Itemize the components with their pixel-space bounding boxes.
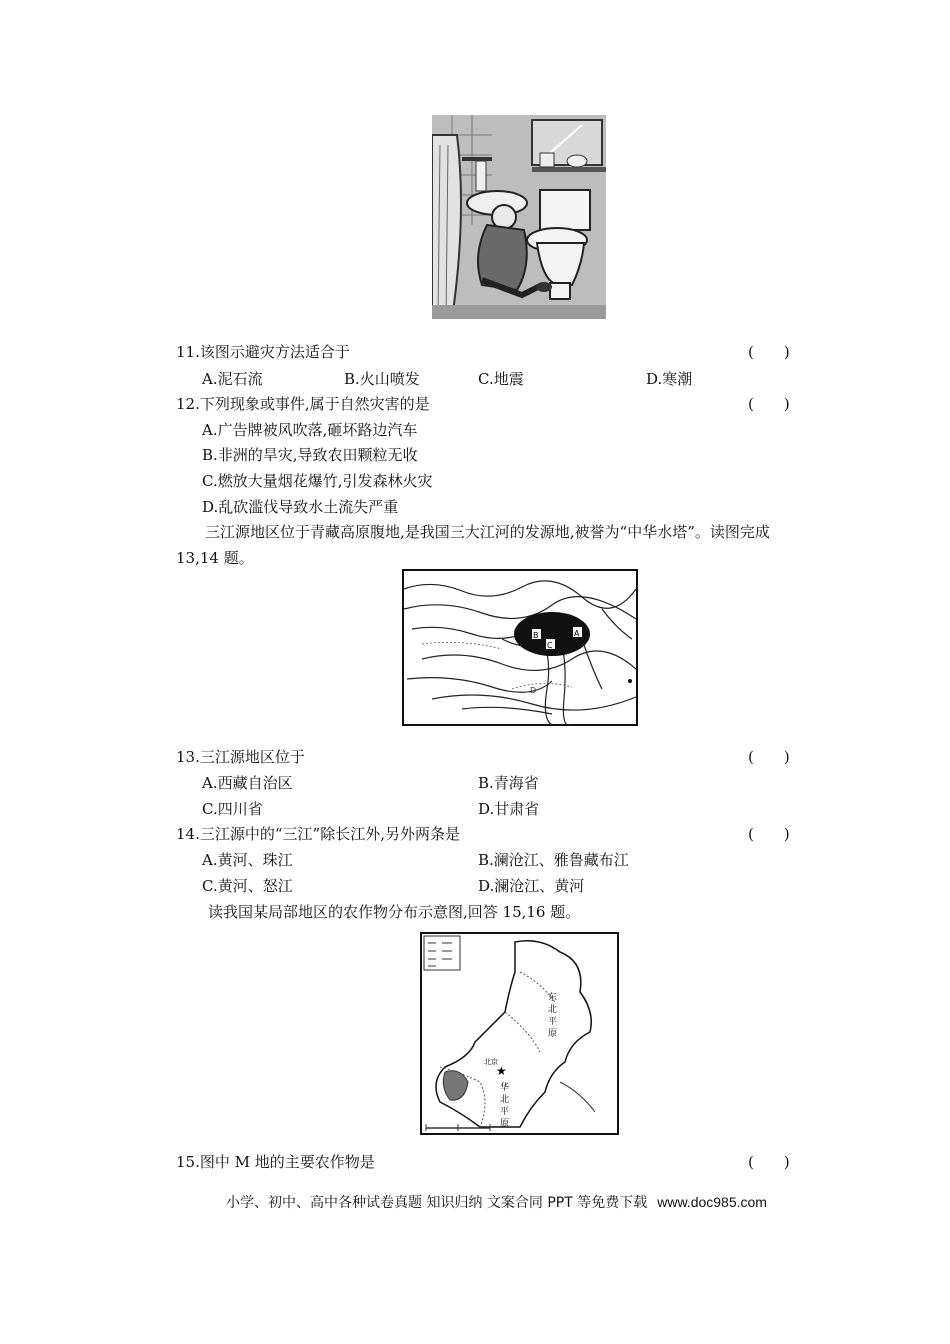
q14-option-b: B.澜沧江、雅鲁藏布江 xyxy=(478,851,629,869)
footer-url-link[interactable]: www.doc985.com xyxy=(657,1194,767,1210)
map1-label-a: A xyxy=(574,629,580,638)
q12-option-d: D.乱砍滥伐导致水土流失严重 xyxy=(202,498,399,516)
q11-answer-bracket: ( ) xyxy=(748,343,790,361)
q12-stem: 12.下列现象或事件,属于自然灾害的是 xyxy=(176,395,430,413)
map2-label-ping: 平 xyxy=(548,1017,558,1027)
q13-answer-bracket: ( ) xyxy=(748,748,790,766)
map1-label-b: B xyxy=(533,631,539,640)
q13-option-b: B.青海省 xyxy=(478,774,539,792)
intro-13-14-line1: 三江源地区位于青藏高原腹地,是我国三大江河的发源地,被誉为“中华水塔”。读图完成 xyxy=(205,523,770,541)
q11-option-d: D.寒潮 xyxy=(646,370,693,388)
q14-option-c: C.黄河、怒江 xyxy=(202,877,293,895)
footer-text: 小学、初中、高中各种试卷真题 知识归纳 文案合同 PPT 等免费下载 xyxy=(226,1195,648,1211)
q13-stem: 13.三江源地区位于 xyxy=(176,748,305,766)
map2-label-bei: 北 xyxy=(548,1005,558,1015)
q12-answer-bracket: ( ) xyxy=(748,395,790,413)
capital-star-icon: ★ xyxy=(496,1064,507,1078)
intro-13-14-line2: 13,14 题。 xyxy=(176,549,254,567)
q14-answer-bracket: ( ) xyxy=(748,825,790,843)
map2-label-ping2: 平 xyxy=(500,1107,510,1117)
crop-distribution-map xyxy=(420,932,619,1135)
map2-label-hua: 华 xyxy=(500,1083,510,1093)
q14-option-a: A.黄河、珠江 xyxy=(202,851,293,869)
sanjiangyuan-map xyxy=(402,569,638,726)
q11-option-b: B.火山喷发 xyxy=(344,370,420,388)
q14-option-d: D.澜沧江、黄河 xyxy=(478,877,585,895)
map2-label-bei2: 北 xyxy=(500,1095,510,1105)
q12-option-a: A.广告牌被风吹落,砸坏路边汽车 xyxy=(202,421,418,439)
q12-option-c: C.燃放大量烟花爆竹,引发森林火灾 xyxy=(202,472,433,490)
q13-option-a: A.西藏自治区 xyxy=(202,774,293,792)
q12-option-b: B.非洲的旱灾,导致农田颗粒无收 xyxy=(202,446,418,464)
q14-stem: 14.三江源中的“三江”除长江外,另外两条是 xyxy=(176,825,460,843)
map1-label-d: D xyxy=(530,686,537,695)
map2-label-dong: 东 xyxy=(548,993,558,1003)
shelter-illustration xyxy=(432,115,606,319)
q11-stem: 11.该图示避灾方法适合于 xyxy=(176,343,350,361)
map2-label-beijing: 北京 xyxy=(484,1058,498,1066)
footer xyxy=(226,1192,767,1213)
q15-answer-bracket: ( ) xyxy=(748,1153,790,1171)
map1-label-c: C xyxy=(547,641,553,650)
intro-15-16: 读我国某局部地区的农作物分布示意图,回答 15,16 题。 xyxy=(208,903,581,921)
q11-option-c: C.地震 xyxy=(478,370,524,388)
map2-label-yuan2: 原 xyxy=(500,1119,510,1129)
map2-label-yuan: 原 xyxy=(548,1029,558,1039)
q13-option-d: D.甘肃省 xyxy=(478,800,540,818)
q13-option-c: C.四川省 xyxy=(202,800,263,818)
q11-option-a: A.泥石流 xyxy=(202,370,263,388)
q15-stem: 15.图中 M 地的主要农作物是 xyxy=(176,1153,375,1171)
